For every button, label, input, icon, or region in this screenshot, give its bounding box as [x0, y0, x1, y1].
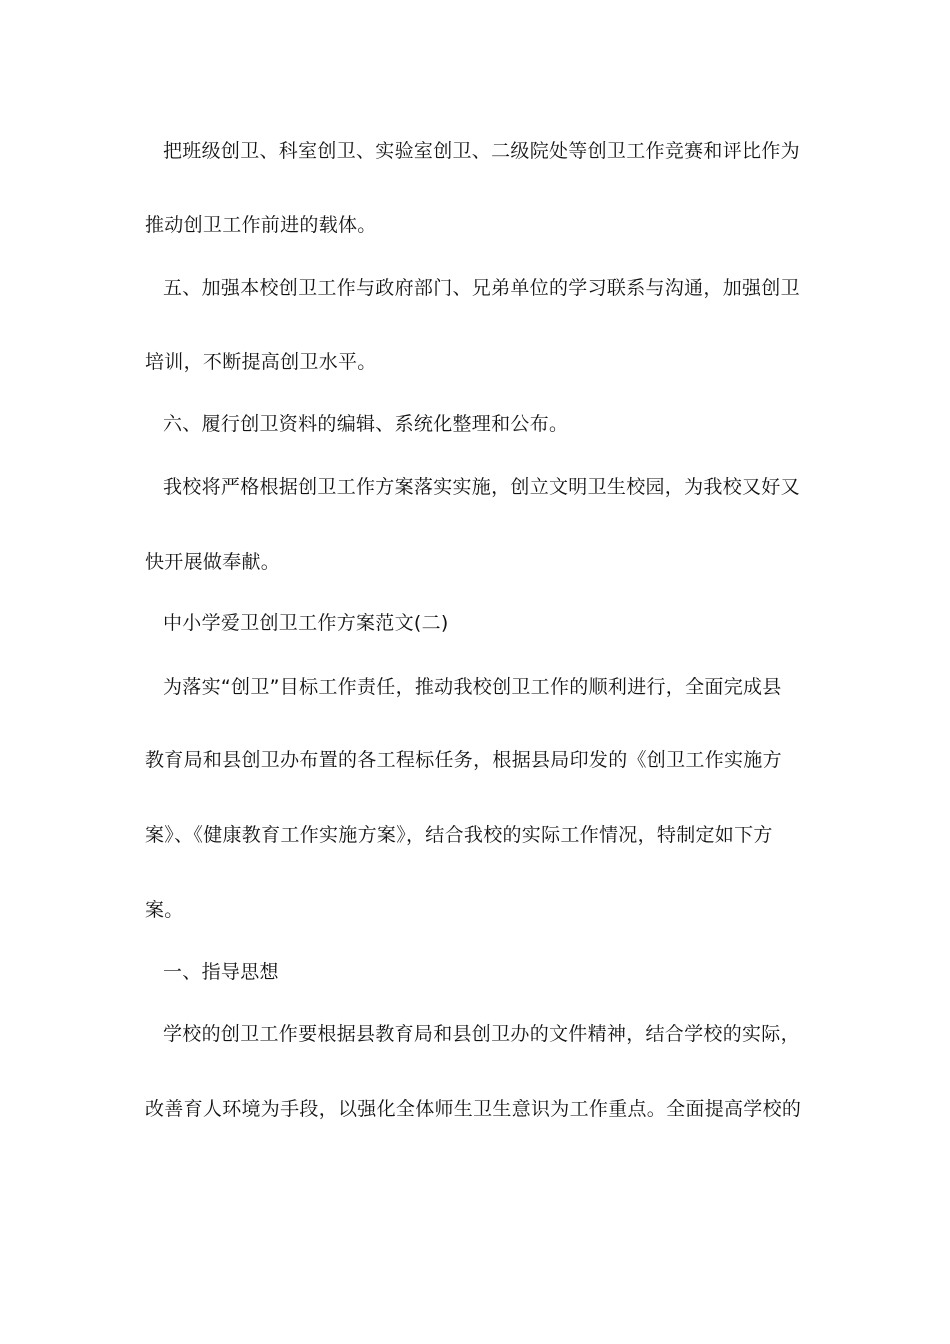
paragraph-line: 培训，不断提高创卫水平。 [145, 351, 377, 373]
paragraph-line: 教育局和县创卫办布置的各工程标任务，根据县局印发的《创卫工作实施方 [145, 749, 782, 771]
paragraph-line: 学校的创卫工作要根据县教育局和县创卫办的文件精神，结合学校的实际， [163, 1023, 800, 1045]
paragraph-line: 为落实“创卫”目标工作责任，推动我校创卫工作的顺利进行，全面完成县 [163, 676, 782, 698]
paragraph-line: 推动创卫工作前进的载体。 [145, 214, 377, 236]
section-heading: 一、指导思想 [163, 961, 279, 983]
paragraph-line: 改善育人环境为手段，以强化全体师生卫生意识为工作重点。全面提高学校的 [145, 1098, 802, 1120]
paragraph-line: 案。 [145, 899, 184, 921]
paragraph-line: 我校将严格根据创卫工作方案落实实施，创立文明卫生校园，为我校又好又 [163, 476, 800, 498]
paragraph-line: 五、加强本校创卫工作与政府部门、兄弟单位的学习联系与沟通，加强创卫 [163, 277, 800, 299]
paragraph-line: 把班级创卫、科室创卫、实验室创卫、二级院处等创卫工作竞赛和评比作为 [163, 140, 800, 162]
paragraph-line: 快开展做奉献。 [145, 551, 281, 573]
paragraph-line: 六、履行创卫资料的编辑、系统化整理和公布。 [163, 413, 569, 435]
section-heading: 中小学爱卫创卫工作方案范文(二) [163, 612, 449, 634]
paragraph-line: 案》、《健康教育工作实施方案》，结合我校的实际工作情况，特制定如下方 [145, 824, 773, 846]
